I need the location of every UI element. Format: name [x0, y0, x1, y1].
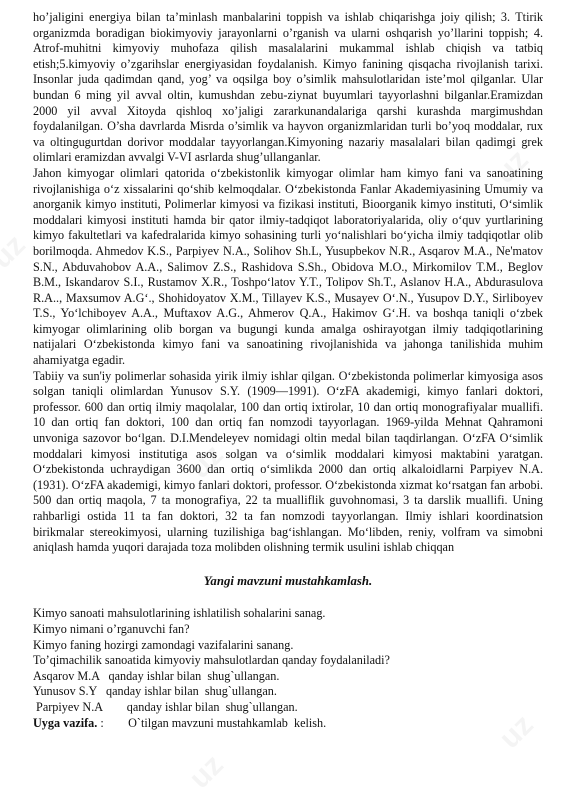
paragraph-polymer-scientists: Tabiiy va sun'iy polimerlar sohasida yirik ilmiy ishlar qilgan. O‘zbekistonda polimerlar kimyosiga asos solgan taniqli olimlardan Yunusov S.Y. (1909—1991). O‘zFA akademigi, kimyo fanlari doktori, professor. 600 dan ortiq ilmiy maqolalar, 100 dan ortiq ixtirolar, 10 dan ortiq monografiyalar muallifi. 10 dan ortiq fan doktori, 100 dan ortiq fan nomzodi tayyorlagan. 1969-yilda Mehnat Qahramoni unvoniga sazovor bo‘lgan. D.I.Mendeleyev nomidagi oltin medal bilan taqdirlangan. O‘zFA O‘simlik moddalari kimyosi institutiga asos solgan va o‘simlik moddalari kimyosi maktabini yaratgan. O‘zbekistonda uchraydigan 3600 dan ortiq o‘simlikda 2000 dan ortiq alkaloidlarni Parpiyev N.A. (1931). O‘zFA akademigi, kimyo fanlari doktori, professor. O‘zbekistonda xizmat ko‘rsatgan fan arbobi. 500 dan ortiq maqola, 7 ta monografiya, 22 ta mualliflik guvohnomasi, 3 ta darslik muallifi. Uning rahbarligi ostida 11 ta fan doktori, 32 ta fan nomzodi tayyorlangan. Ilmiy ishlari koordinatsion birikmalar stereokimyosi, ularning tuzilishiga bag‘ishlangan. Mo‘libden, reniy, volfram va simobni aniqlash hamda yuqori darajada toza molibden olishning termik usulini ishlab chiqqan [33, 368, 543, 555]
question-item: Kimyo faning hozirgi zamondagi vazifalarini sanang. [33, 637, 294, 652]
question-item: Parpiyev N.A qanday ishlar bilan shug`ullangan. [33, 699, 298, 714]
paragraph-chemistry-tasks-history: ho’jaligini energiya bilan ta’minlash manbalarini toppish va ishlab chiqarishga joiy qilish; 3. Ttirik organizmda boradigan biokimyoviy jarayonlarni o’rganish va ularni oshqarish yo’llarini toppish; 4. Atrof-muhitni kimyoviy muhofaza qilish masalalarini mukammal ishlab chiqish va tatbiq etish;5.kimyoviy o’zgarihslar energiyasidan foydalanish. Kimyo fanining qisqacha rivojlanish tarixi. Insonlar juda qadimdan qand, yog’ va oqsilga boy o’simlik mahsulotlaridan iste’mol qilganlar. Ular bundan 6 ming yil avval oltin, kumushdan zebu-ziynat buyumlari tayyorlashni bilganlar.Eramizdan 2000 yil avval Xitoyda qishloq xo’jaligi zararkunandalariga qarshi kurashda margimushdan foydalanilgan. O’sha davrlarda Misrda o’simlik va hayvon organizmlaridan turli bo’yoq moddalar, rux va oltingugurtdan dorivor moddalar tayyorlangan.Kimyoning nazariy masalalari bilan qadimgi grek olimlari eramizdan avvalgi V-VI asrlarda shug’ullanganlar. [33, 10, 543, 165]
question-item: Kimyo nimani o’rganuvchi fan? [33, 621, 190, 636]
homework-line [33, 716, 543, 732]
homework-text: O`tilgan mavzuni mustahkamlab kelish. [128, 715, 327, 730]
watermark [0, 228, 32, 276]
question-item: Asqarov M.A qanday ishlar bilan shug`ullangan. [33, 668, 280, 683]
document-page [33, 10, 543, 731]
homework-label: Uyga vazifa. [33, 715, 98, 730]
section-heading: Yangi mavzuni mustahkamlash. [203, 573, 373, 588]
review-questions [33, 606, 543, 715]
question-item: To’qimachilik sanoatida kimyoviy mahsulotlardan qanday foydalaniladi? [33, 653, 390, 668]
question-item: Kimyo sanoati mahsulotlarining ishlatilish sohalarini sanag. [33, 606, 326, 621]
homework-separator: : [97, 715, 129, 730]
question-item: Yunusov S.Y qanday ishlar bilan shug`ullangan. [33, 684, 277, 699]
paragraph-uzbek-chemists: Jahon kimyogar olimlari qatorida o‘zbekistonlik kimyogar olimlar ham kimyo fani va sanoatining rivojlanishiga o‘z xissalarini qo‘shib kelmoqdalar. O‘zbekistonda Fanlar Akademiyasining Umumiy va anorganik kimyo instituti, Polimerlar kimyosi va fizikasi instituti, Bioorganik kimyo instituti, O‘simlik moddalari kimyosi instituti hamda bir qator ilmiy-tadqiqot laboratoriyalarida, oliy o‘quv yurtlarining kimyo fakultetlari va kafedralarida kimyo sohasining turli yo‘nalishlari bo‘yicha ilmiy tadqiqotlar olib borilmoqda. Ahmedov K.S., Parpiyev N.A., Solihov Sh.L, Yusupbekov N.R., Asqarov M.A., Ne'matov S.N., Abduvahobov A.A., Salimov Z.S., Rashidova S.Sh., Obidova M.O., Mirkomilov T.M., Beglov B.M., Iskandarov S.I., Rustamov X.R., Toshpo‘latov Y.T., Tolipov Sh.T., Aslanov H.A., Abdurasulova R.A.., Maxsumov A.G‘., Shohidoyatov X.M., Tillayev K.S., Musayev O‘.N., Yusupov D.Y., Sirliboyev T.S., Yo‘lchiboyev A.A., Muftaxov A.G., Ahmerov Q.A., Hakimov G‘.H. va boshqa taniqli o‘zbek kimyogar olimlarining olib borgan va bugungi kunda amalga oshirayotgan ilmiy tadqiqotlarining natijalari O‘zbekistonda kimyo fani va sanoatining rivojlanishida va jahonga tanilishida muhim ahamiyatga egadir. [33, 165, 543, 368]
watermark [183, 748, 231, 796]
